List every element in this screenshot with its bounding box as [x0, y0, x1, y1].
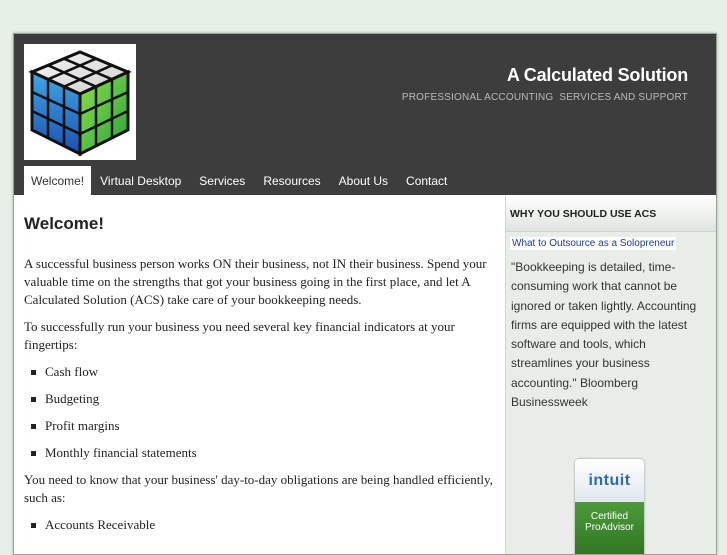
main-navigation [24, 166, 456, 195]
indicators-list [24, 363, 494, 462]
page-container [13, 33, 717, 555]
list-item: Monthly financial statements [24, 444, 494, 462]
page-title: Welcome! [24, 214, 104, 233]
site-tagline: PROFESSIONAL ACCOUNTING SERVICES AND SUPPORT [401, 92, 688, 103]
site-title[interactable]: A Calculated Solution [506, 65, 688, 85]
nav-item-resources[interactable]: Resources [263, 173, 321, 188]
nav-item-services[interactable]: Services [199, 173, 246, 188]
nav-item-contact[interactable]: Contact [406, 173, 448, 188]
indicators-lead-paragraph: To successfully run your business you need several key financial indicators at your fingertips: [24, 319, 455, 352]
intuit-proadvisor-badge[interactable] [575, 459, 644, 555]
site-logo[interactable] [24, 44, 136, 160]
intro-paragraph: A successful business person works ON their business, not IN their business. Spend your valuable time on the strengths that got your business going in the first place, and let A Calculated Solution (ACS) take care of your bookkeeping needs. [24, 256, 487, 307]
outsource-article-link[interactable]: What to Outsource as a Solopreneur [512, 238, 675, 249]
badge-certification-text [575, 502, 644, 555]
list-item: Budgeting [24, 390, 494, 408]
list-item: Cash flow [24, 363, 494, 381]
obligations-list [24, 516, 494, 534]
nav-item-virtual-desktop[interactable]: Virtual Desktop [100, 173, 182, 188]
main-content [14, 195, 504, 554]
bloomberg-quote: "Bookkeeping is detailed, time-consuming work that cannot be ignored or taken lightly. Accounting firms are equipped with the latest software and tools, which streamlines your business accounting." Bloomberg Businessweek [511, 260, 697, 410]
obligations-lead-paragraph: You need to know that your business' day-to-day obligations are being handled efficiently, such as: [24, 472, 493, 505]
list-item: Accounts Receivable [24, 516, 494, 534]
sidebar [505, 195, 716, 554]
badge-line-proadvisor: ProAdvisor [585, 522, 634, 533]
rubiks-cube-logo-icon [24, 44, 136, 160]
sidebar-heading: WHY YOU SHOULD USE ACS [506, 195, 716, 232]
nav-item-about-us[interactable]: About Us [338, 173, 389, 188]
site-header [14, 34, 716, 195]
intuit-logo-icon: intuit [575, 459, 644, 502]
list-item: Profit margins [24, 417, 494, 435]
nav-item-welcome[interactable]: Welcome! [24, 166, 91, 195]
badge-line-certified: Certified [590, 511, 629, 522]
